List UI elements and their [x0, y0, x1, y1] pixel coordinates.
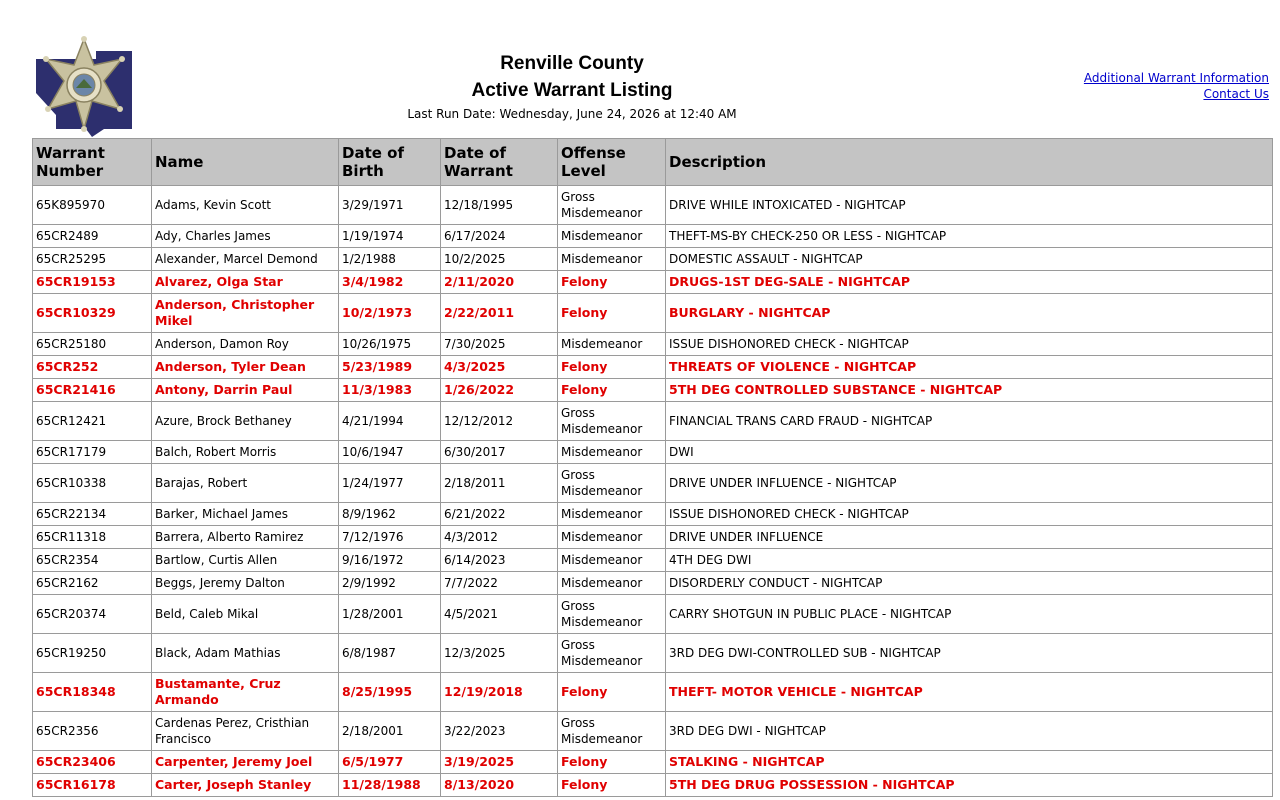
name-cell: Bartlow, Curtis Allen — [152, 549, 339, 572]
name-cell: Carpenter, Jeremy Joel — [152, 751, 339, 774]
offense-level-cell: Misdemeanor — [558, 248, 666, 271]
offense-level-cell: Misdemeanor — [558, 225, 666, 248]
description-cell: DRIVE UNDER INFLUENCE — [666, 526, 1273, 549]
name-cell: Barajas, Robert — [152, 464, 339, 503]
warrant-number-cell: 65CR16178 — [33, 774, 152, 797]
name-cell: Antony, Darrin Paul — [152, 379, 339, 402]
description-cell: 5TH DEG DRUG POSSESSION - NIGHTCAP — [666, 774, 1273, 797]
warrant-number-cell: 65K895970 — [33, 186, 152, 225]
name-cell: Cardenas Perez, Cristhian Francisco — [152, 712, 339, 751]
description-cell: FINANCIAL TRANS CARD FRAUD - NIGHTCAP — [666, 402, 1273, 441]
name-cell: Anderson, Damon Roy — [152, 333, 339, 356]
warrant-number-cell: 65CR25180 — [33, 333, 152, 356]
name-cell: Barrera, Alberto Ramirez — [152, 526, 339, 549]
description-cell: DRUGS-1ST DEG-SALE - NIGHTCAP — [666, 271, 1273, 294]
offense-level-cell: Gross Misdemeanor — [558, 186, 666, 225]
description-cell: 4TH DEG DWI — [666, 549, 1273, 572]
table-row — [33, 186, 1273, 225]
offense-level-cell: Felony — [558, 294, 666, 333]
column-header-warrant-number: Warrant Number — [33, 139, 152, 186]
warrant-number-cell: 65CR19250 — [33, 634, 152, 673]
description-cell: DWI — [666, 441, 1273, 464]
offense-level-cell: Felony — [558, 271, 666, 294]
warrant-number-cell: 65CR12421 — [33, 402, 152, 441]
offense-level-cell: Gross Misdemeanor — [558, 464, 666, 503]
offense-level-cell: Gross Misdemeanor — [558, 634, 666, 673]
table-row — [33, 673, 1273, 712]
date-of-birth-cell: 9/16/1972 — [339, 549, 441, 572]
table-row — [33, 526, 1273, 549]
date-of-warrant-cell: 6/17/2024 — [441, 225, 558, 248]
name-cell: Anderson, Christopher Mikel — [152, 294, 339, 333]
warrant-number-cell: 65CR21416 — [33, 379, 152, 402]
date-of-warrant-cell: 1/26/2022 — [441, 379, 558, 402]
date-of-warrant-cell: 3/19/2025 — [441, 751, 558, 774]
table-row — [33, 248, 1273, 271]
column-header-date-of-warrant: Date of Warrant — [441, 139, 558, 186]
warrant-number-cell: 65CR20374 — [33, 595, 152, 634]
header-links — [1084, 70, 1269, 102]
date-of-warrant-cell: 2/18/2011 — [441, 464, 558, 503]
warrant-number-cell: 65CR17179 — [33, 441, 152, 464]
date-of-warrant-cell: 4/3/2025 — [441, 356, 558, 379]
date-of-birth-cell: 8/9/1962 — [339, 503, 441, 526]
date-of-warrant-cell: 10/2/2025 — [441, 248, 558, 271]
date-of-warrant-cell: 12/18/1995 — [441, 186, 558, 225]
description-cell: CARRY SHOTGUN IN PUBLIC PLACE - NIGHTCAP — [666, 595, 1273, 634]
description-cell: 3RD DEG DWI - NIGHTCAP — [666, 712, 1273, 751]
date-of-birth-cell: 10/6/1947 — [339, 441, 441, 464]
table-row — [33, 379, 1273, 402]
table-row — [33, 464, 1273, 503]
offense-level-cell: Felony — [558, 774, 666, 797]
date-of-birth-cell: 1/19/1974 — [339, 225, 441, 248]
description-cell: 3RD DEG DWI-CONTROLLED SUB - NIGHTCAP — [666, 634, 1273, 673]
description-cell: 5TH DEG CONTROLLED SUBSTANCE - NIGHTCAP — [666, 379, 1273, 402]
offense-level-cell: Felony — [558, 356, 666, 379]
offense-level-cell: Felony — [558, 751, 666, 774]
date-of-birth-cell: 1/28/2001 — [339, 595, 441, 634]
date-of-birth-cell: 8/25/1995 — [339, 673, 441, 712]
date-of-warrant-cell: 6/14/2023 — [441, 549, 558, 572]
table-row — [33, 402, 1273, 441]
warrant-number-cell: 65CR2356 — [33, 712, 152, 751]
table-row — [33, 225, 1273, 248]
date-of-birth-cell: 11/28/1988 — [339, 774, 441, 797]
description-cell: DRIVE UNDER INFLUENCE - NIGHTCAP — [666, 464, 1273, 503]
date-of-warrant-cell: 12/19/2018 — [441, 673, 558, 712]
date-of-warrant-cell: 2/22/2011 — [441, 294, 558, 333]
warrant-table — [32, 138, 1273, 797]
offense-level-cell: Misdemeanor — [558, 333, 666, 356]
name-cell: Bustamante, Cruz Armando — [152, 673, 339, 712]
date-of-birth-cell: 1/2/1988 — [339, 248, 441, 271]
date-of-birth-cell: 7/12/1976 — [339, 526, 441, 549]
column-header-name: Name — [152, 139, 339, 186]
date-of-birth-cell: 2/9/1992 — [339, 572, 441, 595]
date-of-birth-cell: 6/8/1987 — [339, 634, 441, 673]
offense-level-cell: Misdemeanor — [558, 503, 666, 526]
description-cell: DOMESTIC ASSAULT - NIGHTCAP — [666, 248, 1273, 271]
warrant-number-cell: 65CR23406 — [33, 751, 152, 774]
date-of-warrant-cell: 4/5/2021 — [441, 595, 558, 634]
offense-level-cell: Misdemeanor — [558, 572, 666, 595]
name-cell: Beld, Caleb Mikal — [152, 595, 339, 634]
warrant-number-cell: 65CR2354 — [33, 549, 152, 572]
date-of-birth-cell: 2/18/2001 — [339, 712, 441, 751]
page-title: Active Warrant Listing — [471, 80, 673, 101]
date-of-warrant-cell: 12/3/2025 — [441, 634, 558, 673]
name-cell: Balch, Robert Morris — [152, 441, 339, 464]
warrant-number-cell: 65CR10329 — [33, 294, 152, 333]
warrant-table-body — [33, 186, 1273, 797]
description-cell: THEFT-MS-BY CHECK-250 OR LESS - NIGHTCAP — [666, 225, 1273, 248]
table-header-row — [33, 139, 1273, 186]
name-cell: Alvarez, Olga Star — [152, 271, 339, 294]
date-of-warrant-cell: 7/7/2022 — [441, 572, 558, 595]
warrant-number-cell: 65CR25295 — [33, 248, 152, 271]
table-row — [33, 503, 1273, 526]
warrant-number-cell: 65CR11318 — [33, 526, 152, 549]
date-of-birth-cell: 1/24/1977 — [339, 464, 441, 503]
warrant-number-cell: 65CR19153 — [33, 271, 152, 294]
page-header — [372, 50, 772, 121]
date-of-birth-cell: 10/2/1973 — [339, 294, 441, 333]
name-cell: Carter, Joseph Stanley — [152, 774, 339, 797]
name-cell: Adams, Kevin Scott — [152, 186, 339, 225]
date-of-warrant-cell: 8/13/2020 — [441, 774, 558, 797]
table-row — [33, 356, 1273, 379]
date-of-warrant-cell: 4/3/2012 — [441, 526, 558, 549]
warrant-number-cell: 65CR18348 — [33, 673, 152, 712]
offense-level-cell: Misdemeanor — [558, 441, 666, 464]
table-row — [33, 333, 1273, 356]
description-cell: THEFT- MOTOR VEHICLE - NIGHTCAP — [666, 673, 1273, 712]
date-of-birth-cell: 5/23/1989 — [339, 356, 441, 379]
additional-warrant-info-link[interactable]: Additional Warrant Information — [1083, 71, 1269, 85]
table-row — [33, 774, 1273, 797]
table-row — [33, 441, 1273, 464]
date-of-warrant-cell: 6/30/2017 — [441, 441, 558, 464]
date-of-warrant-cell: 3/22/2023 — [441, 712, 558, 751]
table-row — [33, 294, 1273, 333]
description-cell: ISSUE DISHONORED CHECK - NIGHTCAP — [666, 333, 1273, 356]
last-run-date: Last Run Date: Wednesday, June 24, 2026 at 12:40 AM — [407, 107, 737, 121]
description-cell: ISSUE DISHONORED CHECK - NIGHTCAP — [666, 503, 1273, 526]
offense-level-cell: Misdemeanor — [558, 526, 666, 549]
county-title: Renville County — [500, 53, 644, 74]
date-of-warrant-cell: 12/12/2012 — [441, 402, 558, 441]
date-of-birth-cell: 11/3/1983 — [339, 379, 441, 402]
table-row — [33, 549, 1273, 572]
offense-level-cell: Felony — [558, 673, 666, 712]
name-cell: Anderson, Tyler Dean — [152, 356, 339, 379]
table-row — [33, 271, 1273, 294]
name-cell: Black, Adam Mathias — [152, 634, 339, 673]
description-cell: THREATS OF VIOLENCE - NIGHTCAP — [666, 356, 1273, 379]
date-of-warrant-cell: 2/11/2020 — [441, 271, 558, 294]
date-of-birth-cell: 4/21/1994 — [339, 402, 441, 441]
warrant-number-cell: 65CR252 — [33, 356, 152, 379]
date-of-warrant-cell: 7/30/2025 — [441, 333, 558, 356]
contact-us-link[interactable]: Contact Us — [1203, 87, 1269, 101]
offense-level-cell: Misdemeanor — [558, 549, 666, 572]
name-cell: Barker, Michael James — [152, 503, 339, 526]
offense-level-cell: Gross Misdemeanor — [558, 595, 666, 634]
name-cell: Ady, Charles James — [152, 225, 339, 248]
offense-level-cell: Gross Misdemeanor — [558, 712, 666, 751]
offense-level-cell: Felony — [558, 379, 666, 402]
sheriff-star-badge-icon — [34, 33, 136, 137]
date-of-birth-cell: 3/29/1971 — [339, 186, 441, 225]
warrant-number-cell: 65CR2489 — [33, 225, 152, 248]
table-row — [33, 751, 1273, 774]
name-cell: Beggs, Jeremy Dalton — [152, 572, 339, 595]
column-header-description: Description — [666, 139, 1273, 186]
table-row — [33, 712, 1273, 751]
name-cell: Azure, Brock Bethaney — [152, 402, 339, 441]
warrant-number-cell: 65CR22134 — [33, 503, 152, 526]
table-row — [33, 595, 1273, 634]
name-cell: Alexander, Marcel Demond — [152, 248, 339, 271]
date-of-birth-cell: 3/4/1982 — [339, 271, 441, 294]
offense-level-cell: Gross Misdemeanor — [558, 402, 666, 441]
description-cell: DISORDERLY CONDUCT - NIGHTCAP — [666, 572, 1273, 595]
date-of-birth-cell: 6/5/1977 — [339, 751, 441, 774]
date-of-birth-cell: 10/26/1975 — [339, 333, 441, 356]
table-row — [33, 572, 1273, 595]
description-cell: STALKING - NIGHTCAP — [666, 751, 1273, 774]
date-of-warrant-cell: 6/21/2022 — [441, 503, 558, 526]
column-header-offense-level: Offense Level — [558, 139, 666, 186]
table-row — [33, 634, 1273, 673]
column-header-date-of-birth: Date of Birth — [339, 139, 441, 186]
warrant-number-cell: 65CR2162 — [33, 572, 152, 595]
warrant-number-cell: 65CR10338 — [33, 464, 152, 503]
description-cell: BURGLARY - NIGHTCAP — [666, 294, 1273, 333]
description-cell: DRIVE WHILE INTOXICATED - NIGHTCAP — [666, 186, 1273, 225]
